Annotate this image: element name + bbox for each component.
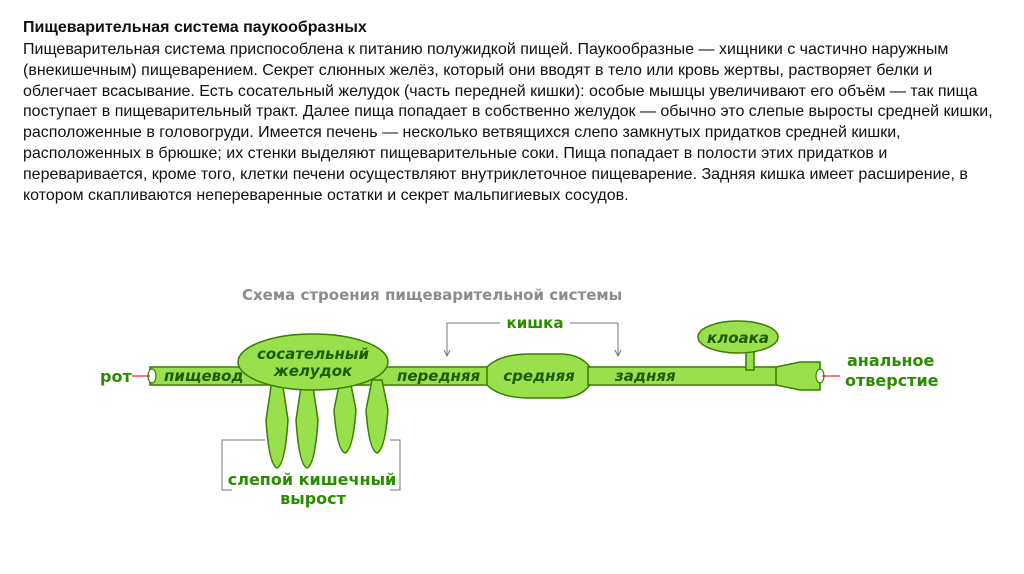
document-title: Пищеварительная система паукообразных bbox=[23, 19, 367, 36]
caecum-3 bbox=[334, 380, 356, 453]
label-caecum-2: вырост bbox=[280, 489, 346, 508]
rectal-expansion bbox=[776, 362, 820, 390]
label-anus-1: анальное bbox=[847, 351, 935, 370]
caecum-1 bbox=[266, 380, 288, 468]
label-fore-intestine: передняя bbox=[397, 367, 481, 385]
caecum-2 bbox=[296, 380, 318, 468]
digestive-system-diagram bbox=[0, 270, 1024, 520]
document-paragraph: Пищеварительная система приспособлена к питанию полужидкой пищей. Паукообразные — хищники с частично наружным (внекишечным) пищеварением. Секрет слюнных желёз, который они вводят в тело или кровь жертвы, растворяет белки и облегчает всасывание. Есть сосательный желудок (часть передней кишки): особые мышцы увеличивают его объём — так пища поступает в пищеварительный тракт. Далее пища попадает в собственно желудок — обычно это слепые выросты средней кишки, расположенные в головогруди. Имеется печень — несколько ветвящихся слепо замкнутых придатков средней кишки, расположенных в брюшке; их стенки выделяют пищеварительные соки. Пища попадает в полости этих придатков и переваривается, кроме того, клетки печени осуществляют внутриклеточное пищеварение. Задняя кишка имеет расширение, в котором скапливаются непереваренные остатки и секрет мальпигиевых сосудов. bbox=[23, 41, 993, 204]
caecum-4 bbox=[366, 380, 388, 453]
label-sucking-stomach-1: сосательный bbox=[257, 345, 369, 363]
label-esophagus: пищевод bbox=[164, 367, 244, 385]
label-cloaca: клоака bbox=[707, 329, 769, 347]
label-intestine: кишка bbox=[506, 314, 564, 332]
label-sucking-stomach-2: желудок bbox=[273, 362, 353, 380]
label-caecum-1: слепой кишечный bbox=[227, 470, 397, 489]
diagram-caption: Схема строения пищеварительной системы bbox=[242, 286, 623, 304]
label-mouth: рот bbox=[100, 367, 132, 386]
label-anus-2: отверстие bbox=[845, 371, 939, 390]
label-mid-intestine: средняя bbox=[503, 367, 575, 385]
label-hind-intestine: задняя bbox=[615, 367, 676, 385]
